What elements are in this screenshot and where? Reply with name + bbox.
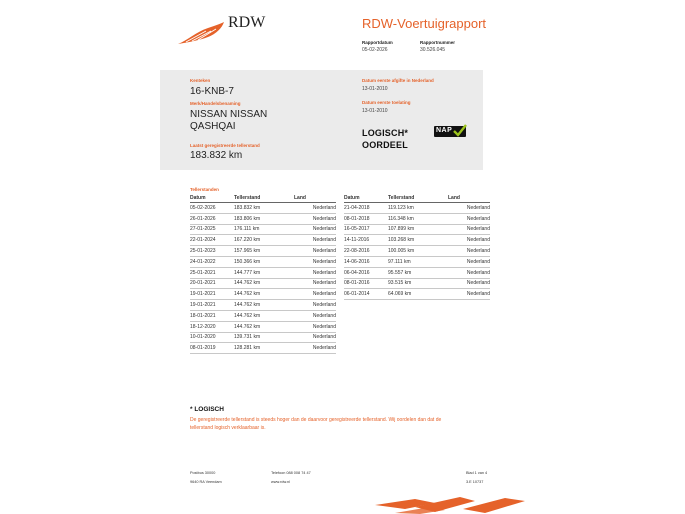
reading-country: Nederland [448,267,490,278]
reading-row [190,310,336,321]
last-reading-label: Laatst geregistreerde tellerstand [190,143,260,148]
report-number: 30.526.045 [420,47,446,53]
reading-country: Nederland [294,278,336,289]
note-text-line2: tellerstand logisch verklaarbaar is. [190,425,266,431]
rdw-bottom-brand-graphic [375,495,525,514]
reading-value: 144.762 km [234,289,294,300]
report-title: RDW-Voertuigrapport [362,16,487,31]
reading-value: 144.762 km [234,321,294,332]
reading-row [344,278,490,289]
column-header-country: Land [294,195,336,203]
column-header-date: Datum [190,195,234,203]
check-icon [453,124,467,138]
reading-value: 116.348 km [388,213,448,224]
first-admission-label: Datum eerste toelating [362,100,411,105]
reading-date: 24-01-2022 [190,256,234,267]
reading-date: 26-01-2026 [190,213,234,224]
reading-value: 176.111 km [234,224,294,235]
footer-address-line2: 9640 RA Veendam [190,480,222,484]
reading-row [190,289,336,300]
make-value-line2: QASHQAI [190,121,236,132]
reading-date: 18-01-2021 [190,310,234,321]
reading-date: 08-01-2019 [190,343,234,354]
reading-date: 06-01-2014 [344,289,388,300]
reading-country: Nederland [448,256,490,267]
reading-date: 14-06-2016 [344,256,388,267]
reading-row [190,321,336,332]
reading-date: 21-04-2018 [344,203,388,214]
first-admission-value: 13-01-2010 [362,108,388,114]
reading-country: Nederland [294,246,336,257]
reading-value: 128.281 km [234,343,294,354]
column-header-date: Datum [344,195,388,203]
reading-date: 05-02-2026 [190,203,234,214]
reading-row [344,246,490,257]
reading-date: 20-01-2021 [190,278,234,289]
report-number-label: Rapportnummer [420,40,456,45]
reading-value: 103.268 km [388,235,448,246]
reading-country: Nederland [294,300,336,311]
reading-value: 144.762 km [234,300,294,311]
reading-value: 64.069 km [388,289,448,300]
plate-label: Kenteken [190,78,211,83]
reading-country: Nederland [294,321,336,332]
reading-country: Nederland [448,289,490,300]
reading-date: 06-04-2016 [344,267,388,278]
readings-table-left [190,195,336,354]
note-text-line1: De geregistreerde tellerstand is steeds hoger dan de daarvoor geregistreerde tellerstand. Wij oordelen dan dat de [190,417,442,423]
reading-date: 19-01-2021 [190,289,234,300]
column-header-reading: Tellerstand [388,195,448,203]
reading-country: Nederland [294,213,336,224]
reading-row [190,300,336,311]
reading-date: 08-01-2018 [344,213,388,224]
reading-value: 100.005 km [388,246,448,257]
reading-country: Nederland [294,235,336,246]
reading-country: Nederland [448,235,490,246]
verdict-line2: OORDEEL [362,140,408,150]
first-admission-nl-value: 13-01-2010 [362,86,388,92]
reading-date: 14-11-2016 [344,235,388,246]
reading-country: Nederland [448,246,490,257]
reading-country: Nederland [294,332,336,343]
make-label: Merk/Handelsbenaming [190,101,241,106]
reading-country: Nederland [448,203,490,214]
reading-value: 150.366 km [234,256,294,267]
reading-date: 18-12-2020 [190,321,234,332]
reading-row [344,224,490,235]
reading-row [344,267,490,278]
verdict-line1: LOGISCH* [362,128,409,138]
reading-country: Nederland [294,224,336,235]
reading-value: 157.965 km [234,246,294,257]
reading-country: Nederland [294,267,336,278]
reading-country: Nederland [294,310,336,321]
reading-date: 25-01-2023 [190,246,234,257]
column-header-reading: Tellerstand [234,195,294,203]
reading-value: 139.731 km [234,332,294,343]
footer-phone: Telefoon 088 008 74 47 [271,471,311,475]
report-date-label: Rapportdatum [362,40,393,45]
reading-row [344,213,490,224]
reading-date: 19-01-2021 [190,300,234,311]
last-reading-value: 183.832 km [190,150,243,161]
reading-row [190,203,336,214]
reading-date: 10-01-2020 [190,332,234,343]
rdw-feather-logo-icon [178,22,224,46]
reading-value: 167.220 km [234,235,294,246]
reading-row [190,213,336,224]
reading-value: 144.762 km [234,310,294,321]
nap-badge [434,126,466,137]
reading-row [190,267,336,278]
report-date: 05-02-2026 [362,47,388,53]
reading-value: 144.762 km [234,278,294,289]
reading-row [190,332,336,343]
reading-value: 97.111 km [388,256,448,267]
reading-row [190,246,336,257]
reading-country: Nederland [294,203,336,214]
column-header-country: Land [448,195,490,203]
footer-code: 3.E 10737 [466,480,484,484]
reading-value: 95.557 km [388,267,448,278]
reading-country: Nederland [294,256,336,267]
reading-row [344,289,490,300]
reading-country: Nederland [448,278,490,289]
reading-value: 107.899 km [388,224,448,235]
reading-country: Nederland [448,213,490,224]
reading-row [344,203,490,214]
reading-value: 144.777 km [234,267,294,278]
reading-row [190,343,336,354]
footer-website[interactable]: www.rdw.nl [271,480,290,484]
reading-date: 27-01-2025 [190,224,234,235]
reading-country: Nederland [294,289,336,300]
reading-row [344,256,490,267]
reading-date: 16-05-2017 [344,224,388,235]
reading-date: 22-01-2024 [190,235,234,246]
plate-value: 16-KNB-7 [190,86,234,97]
reading-row [344,235,490,246]
nap-badge-text: NAP [436,127,453,134]
note-title: * LOGISCH [190,406,224,413]
reading-row [190,278,336,289]
readings-section-title: Tellerstanden [190,187,219,192]
make-value-line1: NISSAN NISSAN [190,109,268,120]
readings-table-right [344,195,490,300]
reading-value: 93.515 km [388,278,448,289]
brand-name: RDW [228,14,266,31]
footer-address-line1: Postbus 30000 [190,471,216,475]
reading-value: 183.806 km [234,213,294,224]
first-admission-nl-label: Datum eerste afgifte in Nederland [362,78,434,83]
reading-date: 08-01-2016 [344,278,388,289]
reading-value: 119.123 km [388,203,448,214]
reading-row [190,224,336,235]
reading-value: 183.832 km [234,203,294,214]
reading-date: 22-08-2016 [344,246,388,257]
reading-row [190,256,336,267]
reading-row [190,235,336,246]
reading-country: Nederland [448,224,490,235]
reading-country: Nederland [294,343,336,354]
reading-date: 25-01-2021 [190,267,234,278]
footer-page-number: Blad 1 van 4 [466,471,488,475]
